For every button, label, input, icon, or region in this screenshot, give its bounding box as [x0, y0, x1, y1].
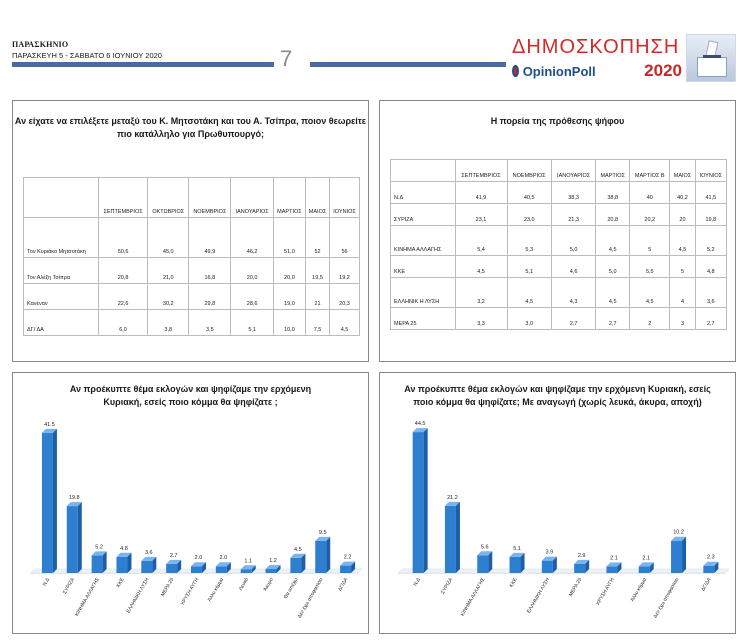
column-header: ΝΟΕΜΒΡΙΟΣ: [189, 178, 231, 218]
logo-year: 2020: [644, 61, 682, 80]
bar-0-2: [92, 551, 107, 573]
table-cell: 40,5: [507, 182, 551, 204]
newspaper-name: ΠΑΡΑΣΚΗΝΙΟ: [12, 40, 69, 49]
bar-value-label: 2.0: [194, 555, 203, 562]
table-row: [24, 218, 360, 258]
table-cell: 19,8: [695, 204, 726, 226]
bar-0-11: [315, 537, 330, 573]
table-row: [24, 310, 360, 336]
table-cell: 41,9: [455, 182, 507, 204]
column-header: ΜΑΡΤΙΟΣ Β: [630, 160, 670, 182]
bar-side: [424, 428, 428, 573]
bar-front: [542, 561, 553, 573]
bar-front: [241, 569, 252, 573]
table-cell: 5,0: [551, 226, 595, 256]
bar-value-label: 41.5: [44, 421, 55, 428]
table-cell: 21,0: [148, 258, 189, 284]
table-cell: 5,0: [596, 256, 630, 278]
table-cell: 3,8: [148, 310, 189, 336]
table-cell: 3,3: [455, 308, 507, 330]
bar-front: [216, 566, 227, 573]
table-cell: 5,3: [507, 226, 551, 256]
category-label: Θα απέχω: [282, 577, 300, 601]
bar-value-label: 2.7: [169, 552, 178, 559]
column-header: ΜΑΙΟΣ: [306, 178, 330, 218]
table-cell: 5,2: [695, 226, 726, 256]
column-header: ΣΕΠΤΕΜΒΡΙΟΣ: [98, 178, 148, 218]
bar-0-3: [116, 553, 131, 573]
bar-front: [141, 561, 152, 573]
table-row: [24, 258, 360, 284]
page-number: 7: [280, 46, 293, 71]
table-cell: 20,0: [231, 258, 273, 284]
table-cell: 23,1: [455, 204, 507, 226]
table-cell: 56: [330, 218, 360, 258]
bar-value-label: 1.1: [244, 558, 253, 565]
category-label: ΔΓ/ΔΑ: [700, 577, 713, 593]
table-cell: 5,4: [455, 226, 507, 256]
table-cell: 4,6: [551, 256, 595, 278]
logo-brand: OpinionPoll: [522, 63, 596, 79]
category-label: Άκυρο: [262, 577, 275, 593]
table-cell: 4,5: [507, 278, 551, 308]
table-cell: 3: [670, 308, 695, 330]
bar-0-5: [166, 560, 181, 573]
column-header: ΜΑΙΟΣ: [670, 160, 695, 182]
table-cell: 28,6: [231, 284, 273, 310]
table-cell: 20,3: [330, 284, 360, 310]
table-cell: 38,8: [596, 182, 630, 204]
vote-estimate-bar-chart: [380, 373, 737, 635]
bar-front: [42, 433, 53, 573]
column-header: ΝΟΕΜΒΡΙΟΣ: [507, 160, 551, 182]
table-cell: 4,5: [596, 226, 630, 256]
bar-front: [445, 506, 456, 573]
table-header-row: [24, 178, 360, 218]
table-cell: 2,7: [551, 308, 595, 330]
bar-value-label: 21.2: [447, 494, 458, 501]
row-label: ΚΚΕ: [391, 256, 456, 278]
poll-logo: [512, 36, 682, 81]
bar-front: [67, 506, 78, 573]
table-cell: 20,2: [630, 204, 670, 226]
column-header: ΜΑΡΤΙΟΣ: [273, 178, 305, 218]
bar-front: [413, 432, 424, 573]
bar-side: [326, 537, 330, 573]
bar-side: [53, 429, 57, 573]
table-cell: 20,8: [98, 258, 148, 284]
row-label: ΕΛΛΗΝΙΚ Η ΛΥΣΗ: [391, 278, 456, 308]
row-label: ΔΓ/ ΔΑ: [24, 310, 99, 336]
bar-value-label: 10.2: [673, 529, 684, 536]
header-rule-right: [310, 62, 506, 67]
bar-front: [166, 564, 177, 573]
table-cell: 19,5: [306, 258, 330, 284]
table-cell: 49,9: [189, 218, 231, 258]
category-label: ΜΕΡΑ 25: [159, 577, 176, 598]
header-rule-left: [12, 62, 274, 67]
row-label: ΜΕΡΑ 25: [391, 308, 456, 330]
pm-preference-title: Αν είχατε να επιλέξετε μεταξύ του Κ. Μητσοτάκη και του Α. Τσίπρα, ποιον θεωρείτε πιο κατάλληλο για Πρωθυπουργό;: [14, 116, 367, 139]
category-label: ΕΛΛΗΝΙΚΗ ΛΥΣΗ: [526, 577, 552, 615]
bar-front: [574, 564, 585, 573]
table-cell: 5,5: [630, 256, 670, 278]
table-cell: 4,5: [596, 278, 630, 308]
bar-front: [606, 566, 617, 573]
table-cell: 4: [670, 278, 695, 308]
issue-date: ΠΑΡΑΣΚΕΥΗ 5 - ΣΑΒΒΑΤΟ 6 ΙΟΥΝΙΟΥ 2020: [12, 51, 162, 60]
table-cell: 30,2: [148, 284, 189, 310]
table-cell: 41,5: [695, 182, 726, 204]
column-header: ΙΟΥΝΙΟΣ: [330, 178, 360, 218]
bar-1-0: [413, 428, 428, 573]
bar-side: [78, 502, 82, 573]
table-cell: 3,2: [455, 278, 507, 308]
table-cell: 40: [630, 182, 670, 204]
table-cell: 2,7: [695, 308, 726, 330]
table-cell: 21: [306, 284, 330, 310]
category-label: Δεν έχω αποφασίσει: [652, 577, 681, 620]
table-cell: 52: [306, 218, 330, 258]
bar-front: [191, 566, 202, 573]
category-label: Λευκό: [237, 577, 250, 592]
row-label: Ν.Δ: [391, 182, 456, 204]
bar-side: [682, 537, 686, 573]
bar-value-label: 5.6: [480, 544, 489, 551]
table-header-row: [391, 160, 727, 182]
pm-preference-panel: [12, 100, 369, 362]
column-header: ΙΑΝΟΥΑΡΙΟΣ: [231, 178, 273, 218]
bar-value-label: 3.9: [545, 549, 554, 556]
bar-0-1: [67, 502, 82, 573]
category-label: ΜΕΡΑ 25: [567, 577, 584, 598]
vote-trend-panel: [379, 100, 736, 362]
category-label: ΚΙΝΗΜΑ ΑΛΛΑΓΗΣ: [74, 577, 101, 618]
bar-front: [92, 555, 103, 573]
category-label: Άλλο κόμμα: [206, 577, 226, 603]
bar-1-3: [510, 553, 525, 573]
bar-value-label: 5.1: [513, 545, 521, 552]
table-cell: 20,8: [596, 204, 630, 226]
table-cell: 3,0: [507, 308, 551, 330]
table-cell: 19,2: [330, 258, 360, 284]
vote-estimate-chart-panel: [379, 372, 736, 634]
bar-side: [456, 502, 460, 573]
table-cell: 4,5: [630, 278, 670, 308]
table-cell: 23,0: [507, 204, 551, 226]
table-cell: 2,7: [596, 308, 630, 330]
column-header: ΟΚΤΩΒΡΙΟΣ: [148, 178, 189, 218]
table-cell: 4,8: [695, 256, 726, 278]
row-label: Κανέναν: [24, 284, 99, 310]
column-header: ΣΕΠΤΕΜΒΡΙΟΣ: [455, 160, 507, 182]
table-cell: 4,5: [670, 226, 695, 256]
table-row: [391, 182, 727, 204]
category-label: Ν.Δ: [41, 577, 52, 588]
table-cell: 10,0: [273, 310, 305, 336]
vote-trend-table: [390, 159, 727, 330]
bar-value-label: 2.1: [610, 555, 618, 562]
bar-front: [671, 541, 682, 573]
bar-value-label: 4.8: [120, 545, 128, 552]
category-label: ΧΡΥΣΗ ΑΥΓΗ: [595, 577, 616, 607]
bar-value-label: 1.2: [269, 557, 277, 564]
category-label: ΔΓ/ΔΑ: [337, 577, 350, 593]
category-label: Δεν έχω αποφασίσει: [296, 577, 325, 620]
table-cell: 5: [630, 226, 670, 256]
table-cell: 6,0: [98, 310, 148, 336]
bar-value-label: 9.5: [318, 529, 327, 536]
table-cell: 4,3: [551, 278, 595, 308]
bar-1-5: [574, 560, 589, 573]
bar-value-label: 4.5: [294, 546, 302, 553]
row-label: Τον Κυριάκο Μητσοτάκη: [24, 218, 99, 258]
table-cell: 16,8: [189, 258, 231, 284]
vote-intention-chart-panel: [12, 372, 369, 634]
bar-value-label: 44.5: [414, 421, 426, 428]
bar-value-label: 2.0: [219, 555, 228, 562]
vote-intention-chart-title: Αν προέκυπτε θέμα εκλογών και ψηφίζαμε την ερχόμενη Κυριακή, εσείς ποιο κόμμα θα ψηφίζατε ;: [69, 384, 312, 407]
bar-value-label: 2.9: [577, 552, 586, 559]
bar-value-label: 2.2: [343, 554, 352, 561]
table-cell: 40,2: [670, 182, 695, 204]
table-row: [391, 256, 727, 278]
bar-value-label: 2.3: [707, 554, 715, 561]
category-label: ΚΚΕ: [508, 577, 519, 589]
table-cell: 46,2: [231, 218, 273, 258]
table-cell: 4,5: [330, 310, 360, 336]
bar-0-4: [141, 557, 156, 573]
table-cell: 2: [630, 308, 670, 330]
newspaper-header: [12, 40, 162, 60]
category-label: ΣΥΡΙΖΑ: [62, 577, 77, 596]
row-label: ΣΥΡΙΖΑ: [391, 204, 456, 226]
logo-title: ΔΗΜΟΣΚΟΠΗΣΗ: [512, 36, 680, 58]
bar-value-label: 19.8: [68, 495, 80, 502]
vote-estimate-chart-title: Αν προέκυπτε θέμα εκλογών και ψηφίζαμε την ερχόμενη Κυριακή, εσείς ποιο κόμμα θα ψηφίζατε; Με αναγωγή (χωρίς λευκά, άκυρα, αποχή): [404, 384, 711, 407]
bar-value-label: 3.6: [144, 549, 153, 556]
category-label: Άλλο κόμμα: [629, 577, 648, 603]
table-cell: 7,5: [306, 310, 330, 336]
vote-trend-title: Η πορεία της πρόθεσης ψήφου: [490, 116, 625, 126]
bar-1-1: [445, 502, 460, 573]
bar-front: [116, 557, 127, 573]
logo-dot-icon: [512, 65, 519, 77]
bar-1-8: [671, 537, 686, 573]
table-row: [391, 308, 727, 330]
bar-front: [290, 558, 301, 573]
table-cell: 4,5: [455, 256, 507, 278]
table-row: [391, 204, 727, 226]
bar-front: [477, 555, 488, 573]
pm-preference-table: [23, 177, 360, 336]
vote-intention-bar-chart: [13, 373, 370, 635]
category-label: ΕΛΛΗΝΙΚΗ ΛΥΣΗ: [125, 577, 151, 615]
category-label: Ν.Δ: [412, 577, 422, 588]
bar-1-4: [542, 557, 557, 573]
ballot-box-image: [686, 34, 736, 82]
bar-front: [266, 569, 277, 573]
table-cell: 20,0: [273, 258, 305, 284]
bar-front: [510, 557, 521, 573]
table-cell: 50,6: [98, 218, 148, 258]
table-cell: 3,6: [695, 278, 726, 308]
bar-1-2: [477, 551, 492, 573]
table-row: [391, 278, 727, 308]
column-header: ΙΑΝΟΥΑΡΙΟΣ: [551, 160, 595, 182]
bar-value-label: 2.1: [642, 555, 651, 562]
table-cell: 3,5: [189, 310, 231, 336]
table-row: [391, 226, 727, 256]
category-label: ΚΚΕ: [115, 577, 126, 589]
column-header: ΙΟΥΝΙΟΣ: [695, 160, 726, 182]
row-label: ΚΙΝΗΜΑ ΑΛΛΑΓΗΣ: [391, 226, 456, 256]
bar-front: [703, 566, 714, 573]
bar-0-0: [42, 429, 57, 573]
table-cell: 5,1: [231, 310, 273, 336]
table-cell: 19,0: [273, 284, 305, 310]
category-label: ΚΙΝΗΜΑ ΑΛΛΑΓΗΣ: [459, 577, 487, 618]
table-cell: 38,3: [551, 182, 595, 204]
category-label: ΧΡΥΣΗ ΑΥΓΗ: [179, 577, 201, 607]
table-cell: 22,6: [98, 284, 148, 310]
category-label: ΣΥΡΙΖΑ: [440, 577, 455, 596]
column-header: ΜΑΡΤΙΟΣ: [596, 160, 630, 182]
table-cell: 5,1: [507, 256, 551, 278]
table-cell: 20: [670, 204, 695, 226]
bar-front: [315, 541, 326, 573]
bar-value-label: 5.2: [95, 544, 103, 551]
bar-front: [639, 566, 650, 573]
table-cell: 51,0: [273, 218, 305, 258]
row-label: Τον Αλέξη Τσίπρα: [24, 258, 99, 284]
table-cell: 5: [670, 256, 695, 278]
table-cell: 21,3: [551, 204, 595, 226]
bar-front: [340, 566, 351, 573]
table-cell: 45,0: [148, 218, 189, 258]
table-cell: 29,8: [189, 284, 231, 310]
table-row: [24, 284, 360, 310]
bar-0-10: [290, 554, 305, 573]
